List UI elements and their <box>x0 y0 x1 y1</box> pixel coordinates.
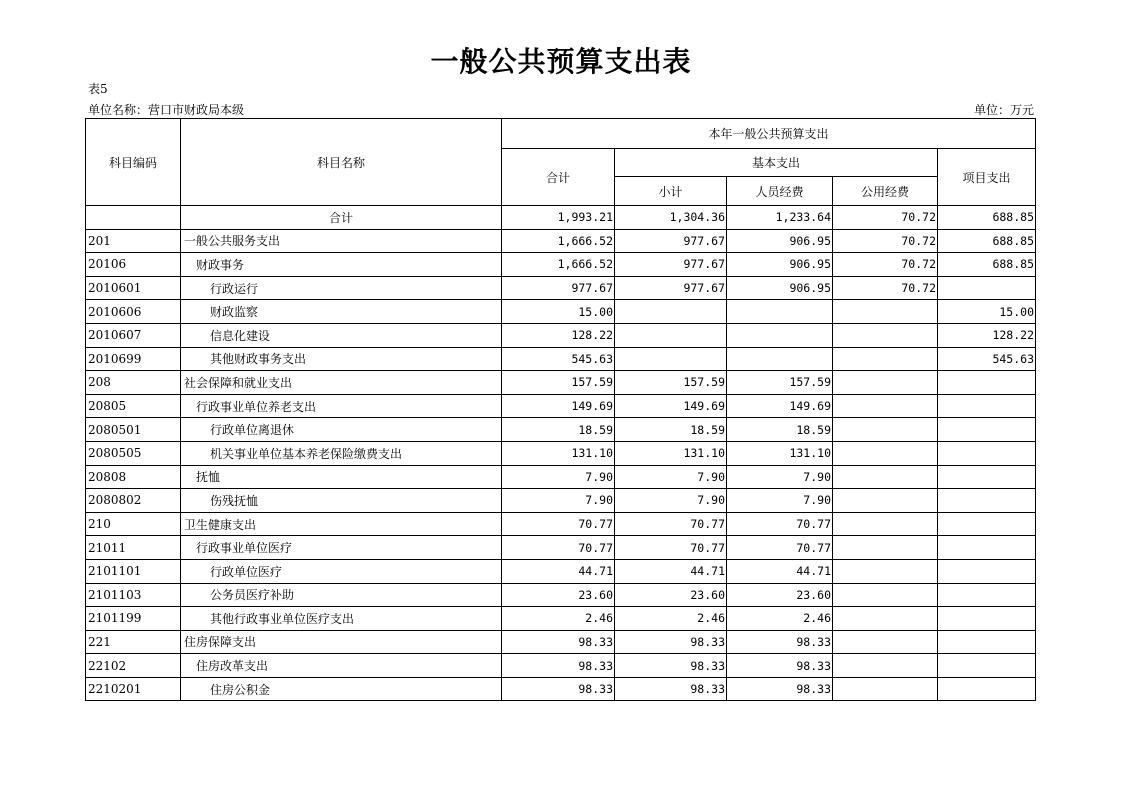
cell-code: 2101101 <box>86 559 181 583</box>
cell-project <box>938 677 1036 701</box>
cell-code: 2010606 <box>86 300 181 324</box>
cell-subtotal: 1,304.36 <box>615 206 727 230</box>
cell-subtotal: 70.77 <box>615 536 727 560</box>
cell-project <box>938 489 1036 513</box>
cell-subtotal <box>615 300 727 324</box>
cell-subtotal: 70.77 <box>615 512 727 536</box>
cell-personnel: 2.46 <box>727 607 833 631</box>
cell-code: 201 <box>86 229 181 253</box>
cell-project <box>938 654 1036 678</box>
cell-subtotal: 44.71 <box>615 559 727 583</box>
cell-code: 2010607 <box>86 323 181 347</box>
header-name: 科目名称 <box>181 119 502 206</box>
cell-project <box>938 276 1036 300</box>
cell-total: 15.00 <box>502 300 615 324</box>
cell-name: 行政事业单位医疗 <box>181 536 502 560</box>
table-row <box>86 607 1036 631</box>
cell-name: 财政监察 <box>181 300 502 324</box>
cell-project: 545.63 <box>938 347 1036 371</box>
cell-total: 157.59 <box>502 371 615 395</box>
header-personnel: 人员经费 <box>727 177 833 206</box>
table-number: 表5 <box>88 82 108 96</box>
cell-public: 70.72 <box>833 276 938 300</box>
cell-public: 70.72 <box>833 206 938 230</box>
cell-total: 1,993.21 <box>502 206 615 230</box>
cell-project <box>938 512 1036 536</box>
cell-project: 15.00 <box>938 300 1036 324</box>
cell-subtotal: 98.33 <box>615 630 727 654</box>
cell-name: 行政运行 <box>181 276 502 300</box>
cell-code: 208 <box>86 371 181 395</box>
cell-code: 2010699 <box>86 347 181 371</box>
cell-total: 70.77 <box>502 512 615 536</box>
header-basic: 基本支出 <box>615 149 938 177</box>
cell-personnel: 1,233.64 <box>727 206 833 230</box>
cell-total: 98.33 <box>502 630 615 654</box>
cell-project <box>938 418 1036 442</box>
cell-public <box>833 512 938 536</box>
cell-subtotal: 7.90 <box>615 465 727 489</box>
cell-project: 128.22 <box>938 323 1036 347</box>
cell-public: 70.72 <box>833 229 938 253</box>
cell-code: 2010601 <box>86 276 181 300</box>
cell-total: 7.90 <box>502 465 615 489</box>
cell-personnel: 131.10 <box>727 441 833 465</box>
cell-public <box>833 559 938 583</box>
cell-code: 2080802 <box>86 489 181 513</box>
cell-personnel: 7.90 <box>727 489 833 513</box>
cell-total: 18.59 <box>502 418 615 442</box>
cell-personnel: 906.95 <box>727 276 833 300</box>
table-row <box>86 583 1036 607</box>
table-row <box>86 300 1036 324</box>
cell-code: 2210201 <box>86 677 181 701</box>
page-title: 一般公共预算支出表 <box>430 45 692 78</box>
cell-code <box>86 206 181 230</box>
cell-name: 一般公共服务支出 <box>181 229 502 253</box>
table-row <box>86 512 1036 536</box>
cell-name: 社会保障和就业支出 <box>181 371 502 395</box>
cell-project <box>938 441 1036 465</box>
cell-public <box>833 418 938 442</box>
budget-table <box>85 118 1036 701</box>
cell-total: 1,666.52 <box>502 229 615 253</box>
table-body <box>86 206 1036 701</box>
header-project: 项目支出 <box>938 149 1036 206</box>
table-row <box>86 677 1036 701</box>
cell-public <box>833 465 938 489</box>
cell-total: 98.33 <box>502 654 615 678</box>
table-row <box>86 465 1036 489</box>
cell-public <box>833 607 938 631</box>
cell-public <box>833 536 938 560</box>
cell-personnel: 18.59 <box>727 418 833 442</box>
cell-personnel: 157.59 <box>727 371 833 395</box>
cell-total: 2.46 <box>502 607 615 631</box>
cell-subtotal: 7.90 <box>615 489 727 513</box>
cell-personnel: 98.33 <box>727 677 833 701</box>
cell-public <box>833 583 938 607</box>
cell-code: 20805 <box>86 394 181 418</box>
table-row <box>86 347 1036 371</box>
cell-total: 128.22 <box>502 323 615 347</box>
cell-project: 688.85 <box>938 206 1036 230</box>
cell-code: 210 <box>86 512 181 536</box>
cell-code: 2080501 <box>86 418 181 442</box>
cell-project <box>938 394 1036 418</box>
header-group: 本年一般公共预算支出 <box>502 119 1036 149</box>
table-row <box>86 418 1036 442</box>
table-row <box>86 253 1036 277</box>
cell-personnel: 98.33 <box>727 654 833 678</box>
unit-name-label: 单位名称：营口市财政局本级 <box>88 103 245 117</box>
cell-code: 2101199 <box>86 607 181 631</box>
table-row <box>86 323 1036 347</box>
header-code: 科目编码 <box>86 119 181 206</box>
cell-code: 21011 <box>86 536 181 560</box>
cell-name: 住房改革支出 <box>181 654 502 678</box>
cell-subtotal: 2.46 <box>615 607 727 631</box>
cell-subtotal: 149.69 <box>615 394 727 418</box>
cell-total: 44.71 <box>502 559 615 583</box>
cell-subtotal: 18.59 <box>615 418 727 442</box>
header-public: 公用经费 <box>833 177 938 206</box>
cell-public <box>833 300 938 324</box>
cell-subtotal: 977.67 <box>615 229 727 253</box>
cell-personnel: 906.95 <box>727 229 833 253</box>
cell-public <box>833 441 938 465</box>
table-row <box>86 206 1036 230</box>
cell-code: 22102 <box>86 654 181 678</box>
cell-name: 公务员医疗补助 <box>181 583 502 607</box>
cell-total: 7.90 <box>502 489 615 513</box>
cell-public <box>833 654 938 678</box>
header-subtotal: 小计 <box>615 177 727 206</box>
cell-code: 20106 <box>86 253 181 277</box>
cell-name: 行政单位离退休 <box>181 418 502 442</box>
cell-name: 抚恤 <box>181 465 502 489</box>
cell-name: 合计 <box>181 206 502 230</box>
cell-total: 977.67 <box>502 276 615 300</box>
cell-public <box>833 347 938 371</box>
cell-public <box>833 323 938 347</box>
table-row <box>86 559 1036 583</box>
cell-total: 1,666.52 <box>502 253 615 277</box>
cell-code: 2080505 <box>86 441 181 465</box>
cell-public <box>833 394 938 418</box>
table-row <box>86 630 1036 654</box>
cell-personnel <box>727 300 833 324</box>
cell-name: 机关事业单位基本养老保险缴费支出 <box>181 441 502 465</box>
cell-total: 149.69 <box>502 394 615 418</box>
cell-name: 财政事务 <box>181 253 502 277</box>
cell-public <box>833 630 938 654</box>
cell-personnel: 70.77 <box>727 536 833 560</box>
table-header <box>86 119 1036 206</box>
table-row <box>86 441 1036 465</box>
cell-personnel: 70.77 <box>727 512 833 536</box>
header-total: 合计 <box>502 149 615 206</box>
cell-personnel: 44.71 <box>727 559 833 583</box>
table-row <box>86 394 1036 418</box>
cell-personnel <box>727 323 833 347</box>
cell-name: 住房保障支出 <box>181 630 502 654</box>
cell-code: 221 <box>86 630 181 654</box>
cell-total: 23.60 <box>502 583 615 607</box>
cell-subtotal <box>615 347 727 371</box>
cell-name: 卫生健康支出 <box>181 512 502 536</box>
table-row <box>86 489 1036 513</box>
cell-project <box>938 559 1036 583</box>
cell-project <box>938 371 1036 395</box>
cell-name: 行政事业单位养老支出 <box>181 394 502 418</box>
table-row <box>86 654 1036 678</box>
table-row <box>86 276 1036 300</box>
cell-total: 70.77 <box>502 536 615 560</box>
cell-personnel: 98.33 <box>727 630 833 654</box>
cell-subtotal: 157.59 <box>615 371 727 395</box>
cell-subtotal: 977.67 <box>615 276 727 300</box>
table-row <box>86 229 1036 253</box>
cell-code: 2101103 <box>86 583 181 607</box>
cell-personnel <box>727 347 833 371</box>
cell-subtotal <box>615 323 727 347</box>
cell-name: 行政单位医疗 <box>181 559 502 583</box>
cell-subtotal: 131.10 <box>615 441 727 465</box>
cell-project: 688.85 <box>938 229 1036 253</box>
cell-name: 住房公积金 <box>181 677 502 701</box>
cell-total: 98.33 <box>502 677 615 701</box>
cell-project <box>938 465 1036 489</box>
cell-public <box>833 371 938 395</box>
cell-subtotal: 23.60 <box>615 583 727 607</box>
cell-subtotal: 977.67 <box>615 253 727 277</box>
cell-total: 545.63 <box>502 347 615 371</box>
cell-personnel: 23.60 <box>727 583 833 607</box>
cell-subtotal: 98.33 <box>615 654 727 678</box>
cell-project <box>938 607 1036 631</box>
cell-personnel: 149.69 <box>727 394 833 418</box>
cell-public <box>833 677 938 701</box>
cell-project <box>938 630 1036 654</box>
cell-project <box>938 536 1036 560</box>
cell-public: 70.72 <box>833 253 938 277</box>
cell-subtotal: 98.33 <box>615 677 727 701</box>
unit-label: 单位：万元 <box>973 103 1034 117</box>
table-row <box>86 536 1036 560</box>
cell-project: 688.85 <box>938 253 1036 277</box>
cell-name: 伤残抚恤 <box>181 489 502 513</box>
cell-name: 其他财政事务支出 <box>181 347 502 371</box>
cell-name: 信息化建设 <box>181 323 502 347</box>
cell-total: 131.10 <box>502 441 615 465</box>
cell-project <box>938 583 1036 607</box>
table-row <box>86 371 1036 395</box>
cell-personnel: 906.95 <box>727 253 833 277</box>
cell-public <box>833 489 938 513</box>
cell-name: 其他行政事业单位医疗支出 <box>181 607 502 631</box>
cell-code: 20808 <box>86 465 181 489</box>
cell-personnel: 7.90 <box>727 465 833 489</box>
